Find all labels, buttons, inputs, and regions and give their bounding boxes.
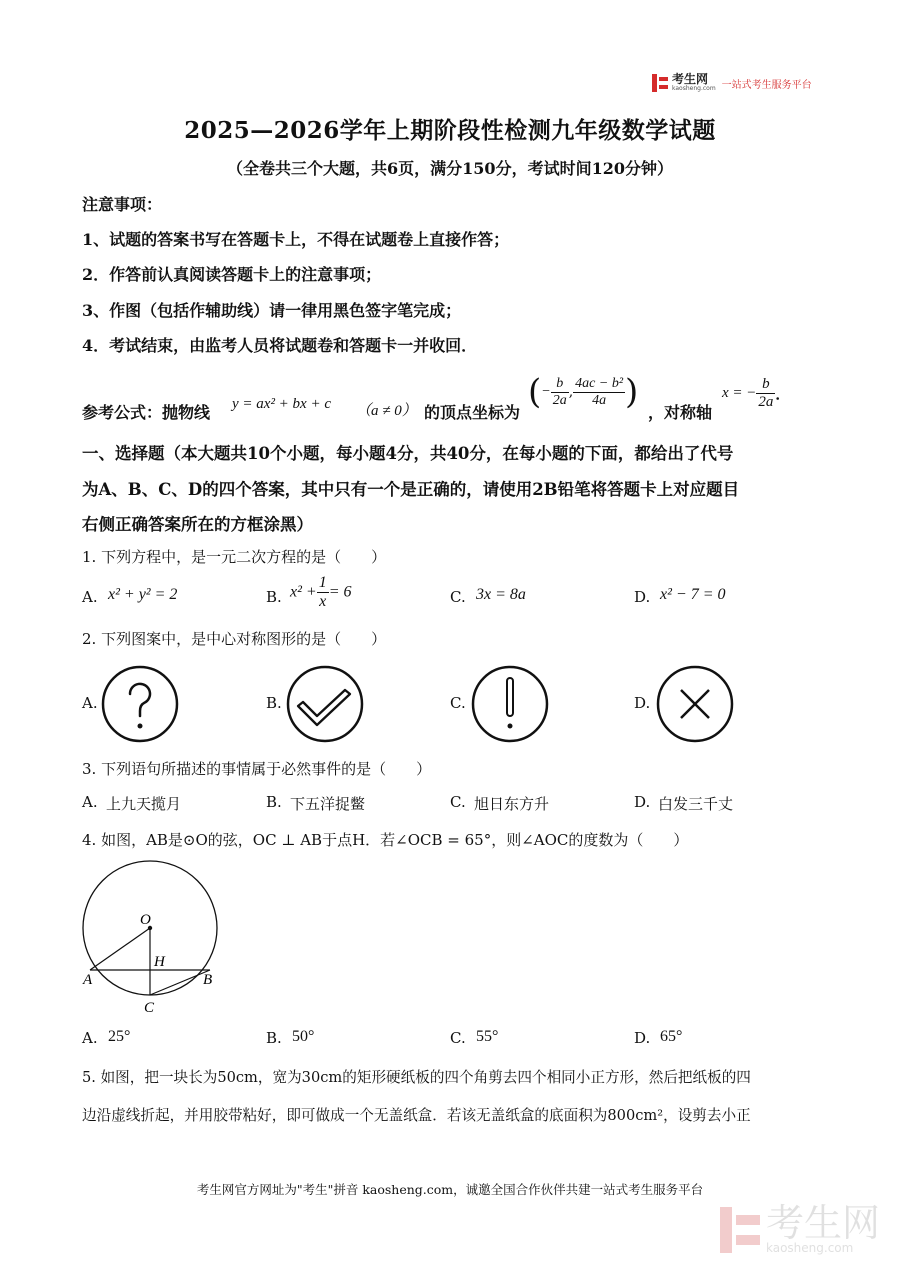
circle-geometry-figure xyxy=(78,858,228,1018)
page-footer: 考生网官方网址为"考生"拼音 kaosheng.com，诚邀全国合作伙伴共建一站式考生服务平台 xyxy=(196,1182,704,1197)
watermark-name: 考生网 xyxy=(766,1201,881,1245)
q1-option-c: 3x = 8a xyxy=(476,586,526,603)
q3-option-c: 旭日东方升 xyxy=(474,795,550,813)
q4-option-d-label: D. xyxy=(634,1029,651,1047)
vertex-formula: (− $\frac{b}{2a}$ , $\frac{\text{4ac − b²}}{4a}$ ) xyxy=(528,372,639,412)
label-c: C xyxy=(144,1000,155,1016)
q2-option-c-label: C. xyxy=(450,694,466,712)
q1-option-b-lhs: x² + xyxy=(290,583,317,601)
close-x-icon xyxy=(655,664,735,744)
question-1-stem: 1. 下列方程中，是一元二次方程的是（ ） xyxy=(82,548,387,566)
q1-option-b-label: B. xyxy=(266,588,282,606)
axis-denominator: 2a xyxy=(758,394,774,410)
section-heading-line: 一、选择题（本大题共10个小题，每小题4分，共40分，在每小题的下面，都给出了代号 xyxy=(82,444,734,463)
formula-condition: （a ≠ 0） xyxy=(356,403,417,419)
question-3-stem: 3. 下列语句所描述的事情属于必然事件的是（ ） xyxy=(82,760,432,778)
formula-lead: 参考公式：抛物线 xyxy=(82,403,211,422)
vertex-y-numerator: 4ac − b² xyxy=(575,375,624,391)
q1-option-b-denominator: x xyxy=(319,593,327,610)
watermark-domain: kaosheng.com xyxy=(766,1241,854,1255)
exclamation-icon xyxy=(470,664,550,744)
question-4-stem: 4. 如图，AB是⊙O的弦，OC ⊥ AB于点H．若∠OCB = 65°，则∠AOC的度数为（ ） xyxy=(82,831,689,849)
q1-option-d-label: D. xyxy=(634,588,651,606)
vertex-x-numerator: b xyxy=(551,376,569,393)
q4-option-b-label: B. xyxy=(266,1029,282,1047)
q4-option-c-label: C. xyxy=(450,1029,466,1047)
q1-option-d: x² − 7 = 0 xyxy=(660,586,726,603)
vertex-y-denominator: 4a xyxy=(592,392,607,408)
formula-equation: y = ax² + bx + c xyxy=(232,396,331,412)
page-subtitle: （全卷共三个大题，共6页，满分150分，考试时间120分钟） xyxy=(227,159,673,178)
q1-option-b-rhs: = 6 xyxy=(328,583,352,601)
vertex-x-denominator: 2a xyxy=(552,392,567,408)
q2-option-b-label: B. xyxy=(266,694,282,712)
label-b: B xyxy=(203,972,213,988)
q3-option-b-label: B. xyxy=(266,793,282,811)
section-heading-line: 为A、B、C、D的四个答案，其中只有一个是正确的，请使用2B铅笔将答题卡上对应题目 xyxy=(82,480,740,499)
question-5-line: 边沿虚线折起，并用胶带粘好，即可做成一个无盖纸盒．若该无盖纸盒的底面积为800cm²，设剪去小正 xyxy=(82,1107,751,1124)
q4-option-a: 25° xyxy=(108,1028,131,1045)
axis-numerator: b xyxy=(756,376,775,394)
q3-option-d: 白发三千丈 xyxy=(658,795,734,813)
label-a: A xyxy=(83,972,93,988)
q4-option-d: 65° xyxy=(660,1028,683,1045)
q2-option-a-label: A. xyxy=(82,694,98,712)
q3-option-a-label: A. xyxy=(82,793,98,811)
note-item: 2．作答前认真阅读答题卡上的注意事项； xyxy=(82,265,382,284)
formula-end: ． xyxy=(775,385,791,403)
watermark xyxy=(720,1201,881,1255)
formula-vertex-text: 的顶点坐标为 xyxy=(424,403,521,422)
axis-formula xyxy=(722,376,790,411)
question-mark-icon xyxy=(100,664,180,744)
check-mark-icon xyxy=(285,664,365,744)
q4-option-a-label: A. xyxy=(82,1029,98,1047)
logo-slogan: 一站式考生服务平台 xyxy=(721,79,812,91)
q1-option-a-label: A. xyxy=(82,588,98,606)
logo-name: 考生网 xyxy=(672,72,709,86)
label-h: H xyxy=(154,954,165,970)
q2-option-d-label: D. xyxy=(634,694,651,712)
q4-option-c: 55° xyxy=(476,1028,499,1045)
q3-option-d-label: D. xyxy=(634,793,651,811)
q1-option-a: x² + y² = 2 xyxy=(108,586,178,603)
question-2-stem: 2. 下列图案中，是中心对称图形的是（ ） xyxy=(82,630,387,648)
q3-option-b: 下五洋捉鳖 xyxy=(290,795,366,813)
brand-logo xyxy=(652,72,812,94)
note-item: 1、试题的答案书写在答题卡上，不得在试题卷上直接作答； xyxy=(82,230,510,249)
q1-option-c-label: C. xyxy=(450,588,466,606)
label-o: O xyxy=(140,912,151,928)
q3-option-c-label: C. xyxy=(450,793,466,811)
note-item: 4．考试结束，由监考人员将试题卷和答题卡一并收回． xyxy=(82,336,478,355)
q3-option-a: 上九天揽月 xyxy=(106,795,182,813)
q1-option-b-numerator: 1 xyxy=(318,574,327,591)
page-title: 2025—2026学年上期阶段性检测九年级数学试题 xyxy=(184,117,716,144)
logo-icon xyxy=(652,74,668,92)
watermark-logo-icon xyxy=(720,1207,760,1253)
axis-lhs: x = − xyxy=(722,385,757,401)
note-item: 3、作图（包括作辅助线）请一律用黑色签字笔完成； xyxy=(82,301,462,320)
logo-domain: kaosheng.com xyxy=(672,85,716,92)
q4-option-b: 50° xyxy=(292,1028,315,1045)
notes-heading: 注意事项： xyxy=(82,195,163,214)
q1-option-b xyxy=(290,574,352,611)
question-5-line: 5. 如图，把一块长为50cm，宽为30cm的矩形硬纸板的四个角剪去四个相同小正方形，然后把纸板的四 xyxy=(82,1069,751,1086)
section-heading-line: 右侧正确答案所在的方框涂黑） xyxy=(82,515,313,534)
formula-axis-text: ，对称轴 xyxy=(648,403,713,422)
